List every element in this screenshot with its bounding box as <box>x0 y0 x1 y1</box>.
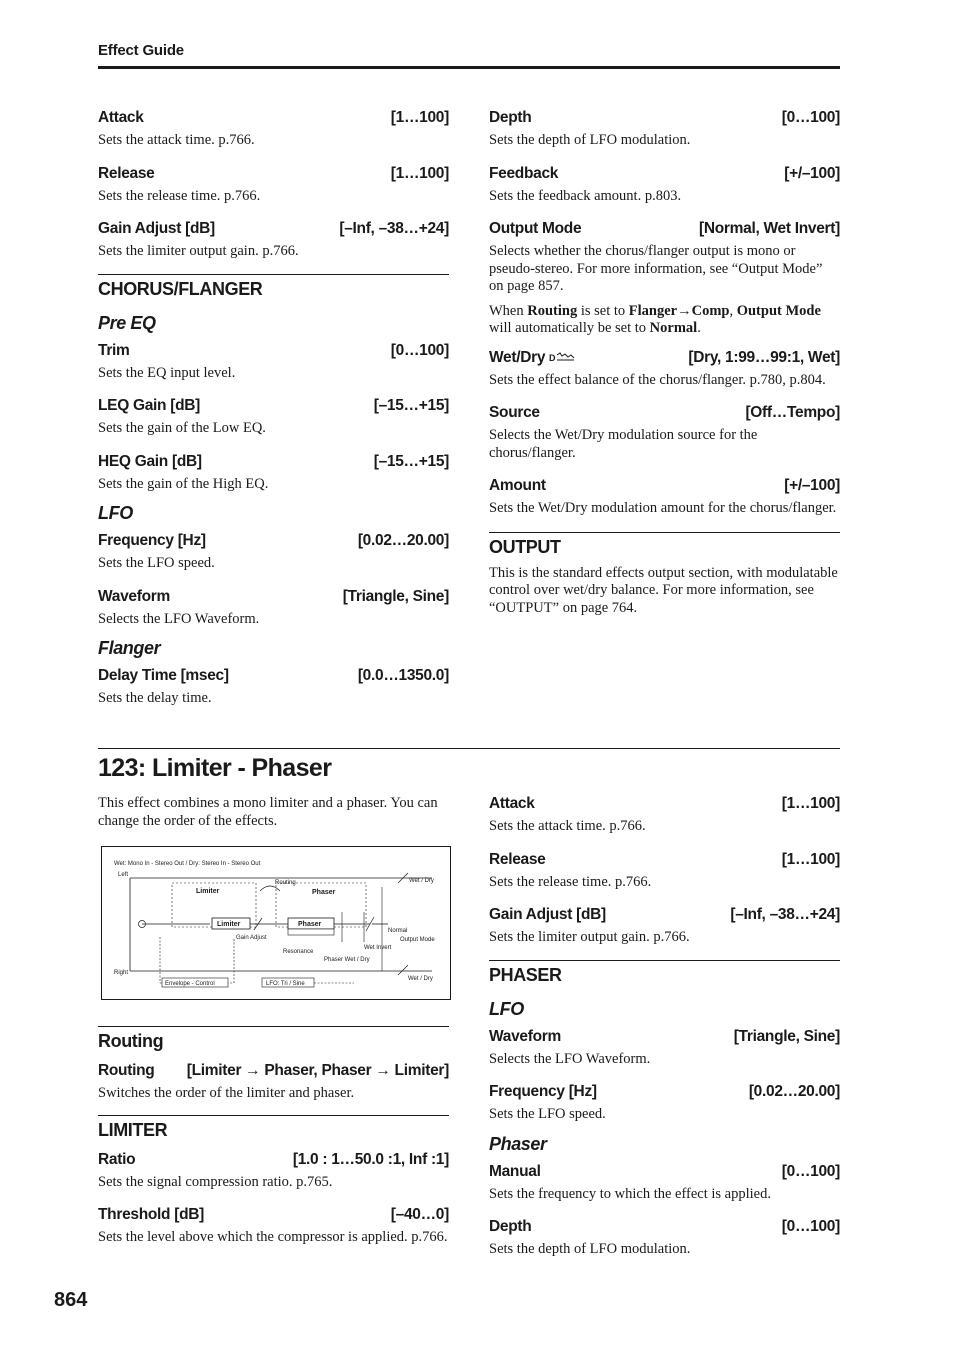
diagram-phaser-box: Phaser <box>298 921 322 928</box>
param-release-2 <box>489 850 840 892</box>
param-amount <box>489 476 840 518</box>
section-rule <box>98 1026 449 1027</box>
param-name: Wet/Dry <box>489 348 546 366</box>
param-frequency <box>98 531 449 573</box>
diagram-phaser-wet-dry: Phaser Wet / Dry <box>324 957 370 963</box>
left-top-column <box>98 108 449 708</box>
param-manual <box>489 1162 840 1204</box>
param-depth <box>489 108 840 150</box>
param-range: [1…100] <box>781 795 840 812</box>
diagram-limiter-box: Limiter <box>217 921 241 928</box>
diagram-envelope-control: Envelope - Control <box>165 981 215 987</box>
param-name: Delay Time [msec] <box>98 667 229 684</box>
param-leq-gain <box>98 396 449 438</box>
param-range: [Triangle, Sine] <box>733 1027 840 1045</box>
page-title: 123: Limiter - Phaser <box>98 754 332 782</box>
param-name: Threshold [dB] <box>98 1206 205 1223</box>
diagram-wet-invert: Wet Invert <box>364 945 392 951</box>
param-range: [Off…Tempo] <box>745 404 840 421</box>
param-desc: Sets the LFO speed. <box>98 555 215 571</box>
param-attack <box>98 108 449 150</box>
param-heq-gain <box>98 452 449 494</box>
diagram-routing-label: Routing <box>275 880 296 886</box>
param-gain-adjust <box>98 219 449 261</box>
param-range: [0…100] <box>781 109 840 126</box>
diagram-wet-dry-bottom: Wet / Dry <box>408 976 433 982</box>
section-rule <box>489 532 840 533</box>
param-range: [–15…+15] <box>373 397 449 414</box>
param-desc: Sets the frequency to which the effect is applied. <box>489 1185 771 1202</box>
param-range: [0.0…1350.0] <box>357 667 449 684</box>
param-range: [0.02…20.00] <box>748 1083 840 1100</box>
param-name: Frequency [Hz] <box>98 532 206 549</box>
diagram-left-label: Left <box>118 872 129 878</box>
param-desc: Switches the order of the limiter and phaser. <box>98 1085 355 1101</box>
param-range: [1…100] <box>390 164 449 182</box>
page-number: 864 <box>54 1289 88 1311</box>
param-range: [–15…+15] <box>373 452 449 470</box>
param-range: [+/–100] <box>784 164 840 182</box>
diagram-normal: Normal <box>388 928 408 934</box>
param-range: [Limiter → Phaser, Phaser → Limiter] <box>186 1062 449 1079</box>
param-desc: Selects the Wet/Dry modulation source for the chorus/flanger. <box>489 427 758 461</box>
param-routing <box>98 1061 449 1103</box>
param-desc: Sets the gain of the High EQ. <box>98 475 269 492</box>
right-bottom-column <box>489 794 840 1259</box>
section-rule <box>98 274 449 275</box>
running-header: Effect Guide <box>98 42 184 59</box>
header-rule <box>98 66 840 69</box>
param-desc: Sets the Wet/Dry modulation amount for the chorus/flanger. <box>489 500 837 516</box>
param-desc: Selects the LFO Waveform. <box>489 1050 651 1067</box>
param-range: [–40…0] <box>390 1206 449 1223</box>
right-top-column <box>489 108 840 617</box>
intro-text: This effect combines a mono limiter and a phaser. You can change the order of the effects. <box>98 795 438 829</box>
diagram-resonance: Resonance <box>283 949 314 955</box>
dmod-icon <box>549 351 575 363</box>
param-waveform <box>98 587 449 629</box>
param-wet-dry <box>489 348 840 390</box>
param-name: HEQ Gain [dB] <box>98 452 202 470</box>
block-diagram <box>101 846 451 1000</box>
section-heading-limiter: LIMITER <box>98 1119 168 1140</box>
param-desc: Selects the LFO Waveform. <box>98 610 260 627</box>
diagram-lfo: LFO: Tri / Sine <box>266 981 305 987</box>
param-output-mode <box>489 219 840 338</box>
param-name: Trim <box>98 341 130 359</box>
subheading-phaser: Phaser <box>489 1133 547 1154</box>
param-desc: Sets the LFO speed. <box>489 1106 606 1122</box>
section-rule <box>489 960 840 961</box>
param-frequency-2 <box>489 1082 840 1124</box>
param-desc: Sets the release time. p.766. <box>489 873 652 890</box>
param-name: Feedback <box>489 164 559 182</box>
param-name: LEQ Gain [dB] <box>98 397 201 414</box>
section-heading-output: OUTPUT <box>489 536 561 557</box>
param-range: [Normal, Wet Invert] <box>699 220 840 237</box>
param-gain-adjust-2 <box>489 905 840 947</box>
param-range: [–Inf, –38…+24] <box>339 220 449 237</box>
param-name: Amount <box>489 477 546 494</box>
param-desc: Sets the delay time. <box>98 690 212 706</box>
left-bottom-sections <box>98 1026 449 1247</box>
param-name: Attack <box>489 795 535 812</box>
param-source <box>489 403 840 462</box>
param-name: Depth <box>489 1218 532 1235</box>
param-name: Waveform <box>489 1027 561 1045</box>
diagram-output-mode: Output Mode <box>400 937 435 943</box>
param-range: [0.02…20.00] <box>357 532 449 549</box>
section-heading-phaser: PHASER <box>489 964 562 985</box>
param-name: Depth <box>489 109 532 126</box>
param-desc: Sets the attack time. p.766. <box>98 132 255 148</box>
param-desc: Sets the effect balance of the chorus/flanger. p.780, p.804. <box>489 371 826 388</box>
param-attack-2 <box>489 794 840 836</box>
diagram-right-label: Right <box>114 970 129 976</box>
param-desc: Sets the limiter output gain. p.766. <box>489 929 690 945</box>
left-bottom-column <box>98 795 449 830</box>
param-waveform-2 <box>489 1027 840 1069</box>
param-desc: Sets the limiter output gain. p.766. <box>98 243 299 259</box>
param-range: [0…100] <box>781 1162 840 1180</box>
param-desc: Sets the depth of LFO modulation. <box>489 1241 691 1257</box>
param-desc: Sets the signal compression ratio. p.765. <box>98 1173 333 1190</box>
param-name: Ratio <box>98 1150 136 1168</box>
param-desc: Sets the EQ input level. <box>98 364 236 381</box>
section-heading-routing: Routing <box>98 1031 164 1051</box>
param-desc: Selects whether the chorus/flanger output is mono or pseudo-stereo. For more information, see “Output Mode” on page 857. <box>489 243 823 294</box>
param-name: Frequency [Hz] <box>489 1083 597 1100</box>
param-range: [0…100] <box>390 341 449 359</box>
param-feedback <box>489 164 840 206</box>
param-range: [–Inf, –38…+24] <box>730 906 840 923</box>
title-rule <box>98 748 840 749</box>
param-threshold <box>98 1205 449 1247</box>
param-name: Gain Adjust [dB] <box>489 906 606 923</box>
subheading-flanger: Flanger <box>98 638 161 658</box>
output-mode-note: When Routing is set to Flanger→Comp, Output Mode will automatically be set to Normal. <box>489 302 821 336</box>
param-range: [Dry, 1:99…99:1, Wet] <box>688 348 840 366</box>
param-range: [0…100] <box>781 1218 840 1235</box>
param-name: Attack <box>98 109 144 126</box>
diagram-phaser-label: Phaser <box>312 889 336 896</box>
param-range: [1.0 : 1…50.0 :1, Inf :1] <box>292 1150 449 1168</box>
param-desc: Sets the feedback amount. p.803. <box>489 187 682 204</box>
param-name: Gain Adjust [dB] <box>98 220 215 237</box>
diagram-limiter-label: Limiter <box>196 888 220 895</box>
param-range: [Triangle, Sine] <box>342 587 449 605</box>
param-desc: Sets the attack time. p.766. <box>489 818 646 834</box>
subheading-pre-eq: Pre EQ <box>98 312 156 333</box>
param-range: [1…100] <box>781 850 840 868</box>
svg-text:D: D <box>549 353 556 364</box>
param-name: Release <box>489 850 546 868</box>
section-rule <box>98 1115 449 1116</box>
param-name: Release <box>98 164 155 182</box>
param-ratio <box>98 1150 449 1192</box>
param-release <box>98 164 449 206</box>
param-desc: Sets the level above which the compressor is applied. p.766. <box>98 1229 448 1245</box>
param-trim <box>98 341 449 383</box>
param-desc: Sets the depth of LFO modulation. <box>489 132 691 148</box>
output-description: This is the standard effects output section, with modulatable control over wet/dry balance. For more information, see “OUTPUT” on page 764. <box>489 564 838 616</box>
param-name: Source <box>489 404 540 421</box>
param-name: Manual <box>489 1162 541 1180</box>
diagram-wet-dry-top: Wet / Dry <box>409 878 434 884</box>
param-desc: Sets the gain of the Low EQ. <box>98 420 266 436</box>
diagram-top-label: Wet: Mono In - Stereo Out / Dry: Stereo In - Stereo Out <box>114 861 261 867</box>
param-range: [+/–100] <box>784 477 840 494</box>
param-name: Output Mode <box>489 220 582 237</box>
section-heading-chorus-flanger: CHORUS/FLANGER <box>98 278 263 299</box>
param-desc: Sets the release time. p.766. <box>98 187 261 204</box>
param-delay-time <box>98 666 449 708</box>
param-name: Routing <box>98 1062 155 1079</box>
diagram-gain-adjust: Gain Adjust <box>236 935 267 941</box>
param-depth-2 <box>489 1217 840 1259</box>
subheading-lfo: LFO <box>98 503 133 523</box>
param-name: Waveform <box>98 587 170 605</box>
subheading-lfo-2: LFO <box>489 998 524 1019</box>
param-range: [1…100] <box>390 109 449 126</box>
